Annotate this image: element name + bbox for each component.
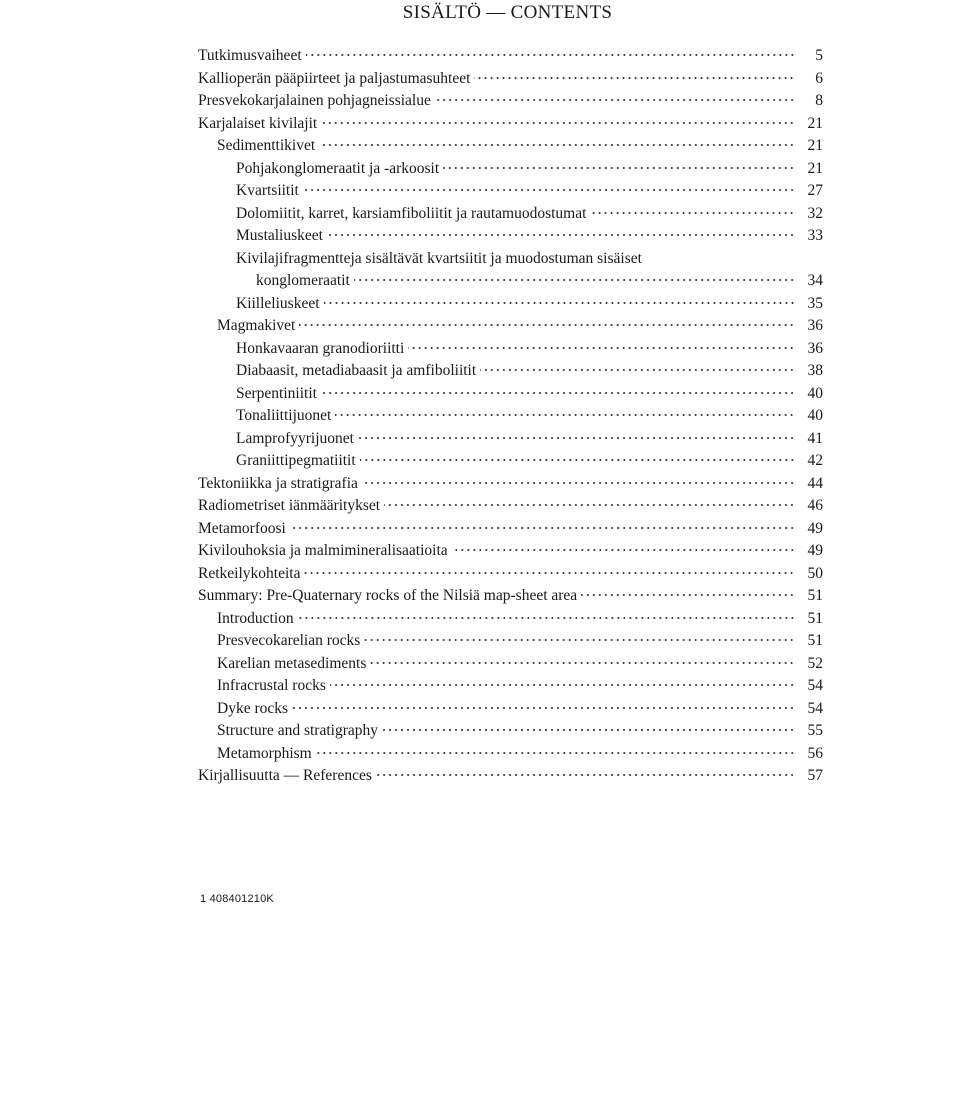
dot-leader: [306, 53, 795, 57]
toc-entry-title: Serpentiniitit: [236, 384, 317, 402]
toc-entry-title: Mustaliuskeet: [236, 227, 323, 244]
toc-entry-page-number: 56: [807, 744, 823, 762]
toc-entry-page-number: 42: [807, 452, 823, 469]
toc-entry: [198, 92, 823, 115]
toc-entry: [198, 452, 823, 475]
toc-entry: [198, 475, 823, 498]
dot-leader: [319, 143, 795, 147]
toc-entry: [198, 295, 823, 318]
toc-entry-title: Lamprofyyrijuonet: [236, 429, 354, 447]
toc-entry: [198, 587, 823, 610]
toc-entry-page-number: 50: [807, 564, 823, 582]
toc-entry-page-number: 54: [807, 699, 823, 717]
toc-entry: [198, 430, 823, 453]
dot-leader: [443, 166, 795, 170]
dot-leader: [358, 436, 795, 440]
toc-entry-page-number: 32: [807, 204, 823, 222]
toc-entry: [198, 317, 823, 340]
toc-entry-title: Magmakivet: [217, 317, 296, 334]
toc-entry: [198, 160, 823, 183]
toc-entry: [198, 227, 823, 250]
toc-entry-title: Kvartsiitit: [236, 182, 299, 199]
dot-leader: [299, 323, 795, 327]
toc-entry: [198, 542, 823, 565]
toc-entry-page-number: 27: [807, 182, 823, 199]
dot-leader: [376, 773, 795, 777]
dot-leader: [304, 571, 795, 575]
toc-entry-title: Infracrustal rocks: [217, 677, 326, 694]
dot-leader: [384, 503, 795, 507]
toc-entry: [198, 182, 823, 205]
toc-entry-title: Kiilleliuskeet: [236, 294, 320, 312]
dot-leader: [370, 661, 795, 665]
toc-entry: [198, 250, 823, 273]
dot-leader: [290, 526, 795, 530]
toc-entry-title: Summary: Pre-Quaternary rocks of the Nilsiä map-sheet area: [198, 587, 578, 604]
toc-entry: [198, 362, 823, 385]
toc-entry-page-number: 57: [807, 767, 823, 784]
toc-entry: [198, 610, 823, 633]
toc-entry: [198, 722, 823, 745]
toc-entry-page-number: 46: [807, 497, 823, 514]
dot-leader: [435, 98, 795, 102]
print-code: 1 408401210K: [200, 893, 274, 905]
toc-entry-page-number: 55: [807, 722, 823, 739]
toc-entry-page-number: 36: [807, 339, 823, 357]
toc-entry: [198, 700, 823, 723]
toc-entry-title: konglomeraatit: [256, 272, 350, 289]
table-of-contents: [198, 47, 823, 790]
toc-entry-title: Presvecokarelian rocks: [217, 632, 361, 649]
toc-entry: [198, 767, 823, 790]
toc-entry-title: Dyke rocks: [217, 699, 289, 717]
toc-entry-title: Tonaliittijuonet: [236, 407, 332, 424]
toc-entry: [198, 137, 823, 160]
dot-leader: [324, 301, 795, 305]
toc-entry-page-number: 6: [815, 69, 823, 87]
toc-entry: [198, 385, 823, 408]
dot-leader: [321, 391, 795, 395]
toc-entry-page-number: 21: [807, 137, 823, 154]
dot-leader: [382, 728, 795, 732]
toc-entry-title: Honkavaaran granodioriitti: [236, 339, 405, 357]
toc-entry-title: Retkeilykohteita: [198, 564, 301, 582]
toc-entry-page-number: 41: [807, 429, 823, 447]
toc-entry-page-number: 38: [807, 362, 823, 379]
dot-leader: [362, 481, 795, 485]
dot-leader: [581, 593, 795, 597]
toc-entry: [198, 497, 823, 520]
toc-entry-title: Karelian metasediments: [217, 654, 367, 672]
toc-entry: [198, 745, 823, 768]
dot-leader: [316, 751, 795, 755]
dot-leader: [474, 76, 795, 80]
toc-entry-page-number: 21: [807, 114, 823, 132]
toc-entry-page-number: 36: [807, 317, 823, 334]
toc-entry-page-number: 51: [807, 587, 823, 604]
page-title: SISÄLTÖ — CONTENTS: [402, 2, 613, 23]
toc-entry-title: Kivilajifragmentteja sisältävät kvartsiitit ja muodostuman sisäiset: [236, 249, 642, 267]
toc-entry: [198, 340, 823, 363]
toc-entry-page-number: 44: [807, 474, 823, 492]
toc-entry-page-number: 52: [807, 654, 823, 672]
toc-entry-page-number: 33: [807, 227, 823, 244]
toc-entry-page-number: 5: [815, 47, 823, 64]
toc-entry-title: Kivilouhoksia ja malmimineralisaatioita: [198, 542, 448, 559]
toc-entry-title: Radiometriset iänmääritykset: [198, 497, 381, 514]
toc-entry-title: Presvekokarjalainen pohjagneissialue: [198, 92, 431, 109]
toc-entry: [198, 677, 823, 700]
toc-entry: [198, 205, 823, 228]
toc-entry-title: Pohjakonglomeraatit ja -arkoosit: [236, 159, 440, 177]
toc-entry-title: Karjalaiset kivilajit: [198, 114, 318, 132]
toc-entry-title: Introduction: [217, 609, 294, 627]
toc-entry-page-number: 35: [807, 294, 823, 312]
toc-entry: [198, 565, 823, 588]
toc-entry-page-number: 49: [807, 542, 823, 559]
dot-leader: [480, 368, 795, 372]
toc-entry-page-number: 54: [807, 677, 823, 694]
toc-entry: [198, 655, 823, 678]
toc-entry-page-number: 51: [807, 609, 823, 627]
toc-entry-title: Metamorfoosi: [198, 519, 286, 537]
dot-leader: [327, 233, 795, 237]
toc-entry-title: Diabaasit, metadiabaasit ja amfiboliitit: [236, 362, 477, 379]
toc-entry-title: Kallioperän pääpiirteet ja paljastumasuhteet: [198, 69, 471, 87]
dot-leader: [335, 413, 795, 417]
dot-leader: [292, 706, 795, 710]
dot-leader: [408, 346, 795, 350]
dot-leader: [452, 548, 795, 552]
toc-entry-title: Graniittipegmatiitit: [236, 452, 356, 469]
toc-entry: [198, 520, 823, 543]
toc-entry-title: Structure and stratigraphy: [217, 722, 378, 739]
dot-leader: [321, 121, 795, 125]
toc-entry-title: Tutkimusvaiheet: [198, 47, 302, 64]
toc-entry: [198, 407, 823, 430]
toc-entry-page-number: 51: [807, 632, 823, 649]
dot-leader: [298, 616, 795, 620]
toc-entry-title: Metamorphism: [217, 744, 312, 762]
toc-entry-title: Sedimenttikivet: [217, 137, 316, 154]
toc-entry-title: Kirjallisuutta — References: [198, 767, 372, 784]
dot-leader: [590, 211, 795, 215]
dot-leader: [364, 638, 795, 642]
toc-entry: [198, 272, 823, 295]
dot-leader: [360, 458, 795, 462]
toc-entry-page-number: 21: [807, 159, 823, 177]
toc-entry-page-number: 40: [807, 407, 823, 424]
toc-entry: [198, 632, 823, 655]
toc-entry-page-number: 40: [807, 384, 823, 402]
toc-entry-page-number: 8: [815, 92, 823, 109]
toc-entry: [198, 115, 823, 138]
toc-entry-title: Tektoniikka ja stratigrafia: [198, 474, 358, 492]
dot-leader: [354, 278, 795, 282]
dot-leader: [303, 188, 795, 192]
toc-entry-page-number: 34: [807, 272, 823, 289]
toc-entry: [198, 47, 823, 70]
toc-entry-page-number: 49: [807, 519, 823, 537]
toc-entry: [198, 70, 823, 93]
dot-leader: [330, 683, 795, 687]
toc-entry-title: Dolomiitit, karret, karsiamfiboliitit ja rautamuodostumat: [236, 204, 587, 222]
